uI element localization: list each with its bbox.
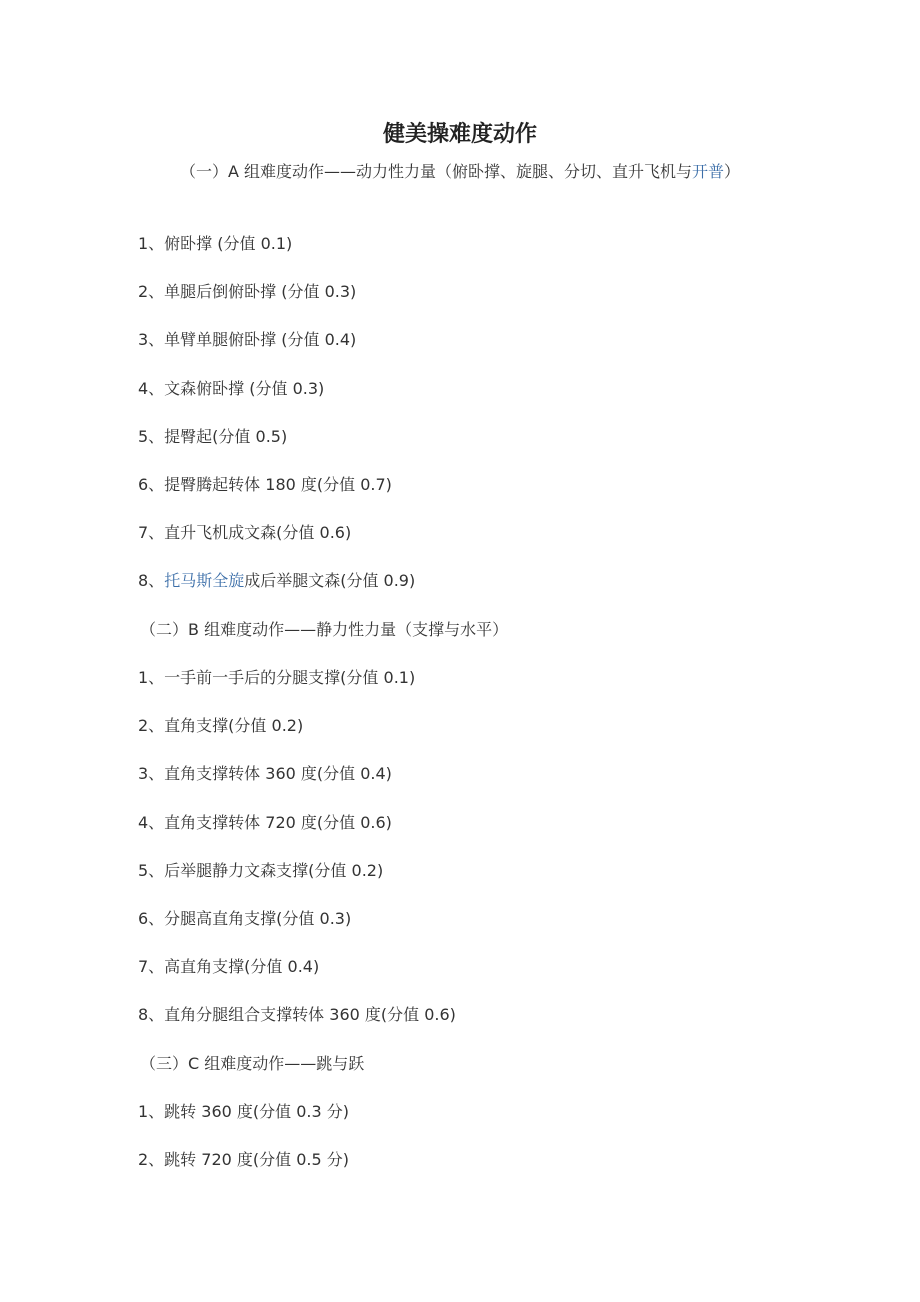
group-b-item-2: 2、直角支撑(分值 0.2) [138, 716, 304, 735]
group-a-item-8-suffix: 成后举腿文森(分值 0.9) [244, 571, 416, 590]
group-b-item-3: 3、直角支撑转体 360 度(分值 0.4) [138, 764, 392, 783]
group-a-item-6: 6、提臀腾起转体 180 度(分值 0.7) [138, 475, 392, 494]
group-b-item-6: 6、分腿高直角支撑(分值 0.3) [138, 909, 352, 928]
group-a-item-5: 5、提臀起(分值 0.5) [138, 427, 288, 446]
group-a-item-3: 3、单臂单腿俯卧撑 (分值 0.4) [138, 330, 357, 349]
group-c-item-2: 2、跳转 720 度(分值 0.5 分) [138, 1150, 349, 1169]
kaipu-link[interactable]: 开普 [692, 162, 725, 181]
group-c-heading: （三）C 组难度动作——跳与跃 [140, 1054, 365, 1073]
group-c-item-1: 1、跳转 360 度(分值 0.3 分) [138, 1102, 349, 1121]
group-a-heading-suffix: ） [724, 162, 741, 181]
group-a-heading-prefix: （一）A 组难度动作——动力性力量（俯卧撑、旋腿、分切、直升飞机与 [179, 162, 692, 181]
group-a-item-8 [138, 569, 415, 593]
group-a-heading [0, 160, 920, 184]
group-a-item-7: 7、直升飞机成文森(分值 0.6) [138, 523, 352, 542]
group-b-item-1: 1、一手前一手后的分腿支撑(分值 0.1) [138, 668, 416, 687]
group-b-item-5: 5、后举腿静力文森支撑(分值 0.2) [138, 861, 384, 880]
thomas-flair-link[interactable]: 托马斯全旋 [164, 571, 245, 590]
group-a-item-8-prefix: 8、 [138, 571, 165, 590]
group-b-heading: （二）B 组难度动作——静力性力量（支撑与水平） [140, 620, 509, 639]
group-b-item-4: 4、直角支撑转体 720 度(分值 0.6) [138, 813, 392, 832]
group-b-item-7: 7、高直角支撑(分值 0.4) [138, 957, 320, 976]
group-a-item-4: 4、文森俯卧撑 (分值 0.3) [138, 379, 325, 398]
document-title: 健美操难度动作 [382, 122, 537, 147]
group-a-item-2: 2、单腿后倒俯卧撑 (分值 0.3) [138, 282, 357, 301]
group-a-item-1: 1、俯卧撑 (分值 0.1) [138, 234, 293, 253]
group-b-item-8: 8、直角分腿组合支撑转体 360 度(分值 0.6) [138, 1005, 456, 1024]
